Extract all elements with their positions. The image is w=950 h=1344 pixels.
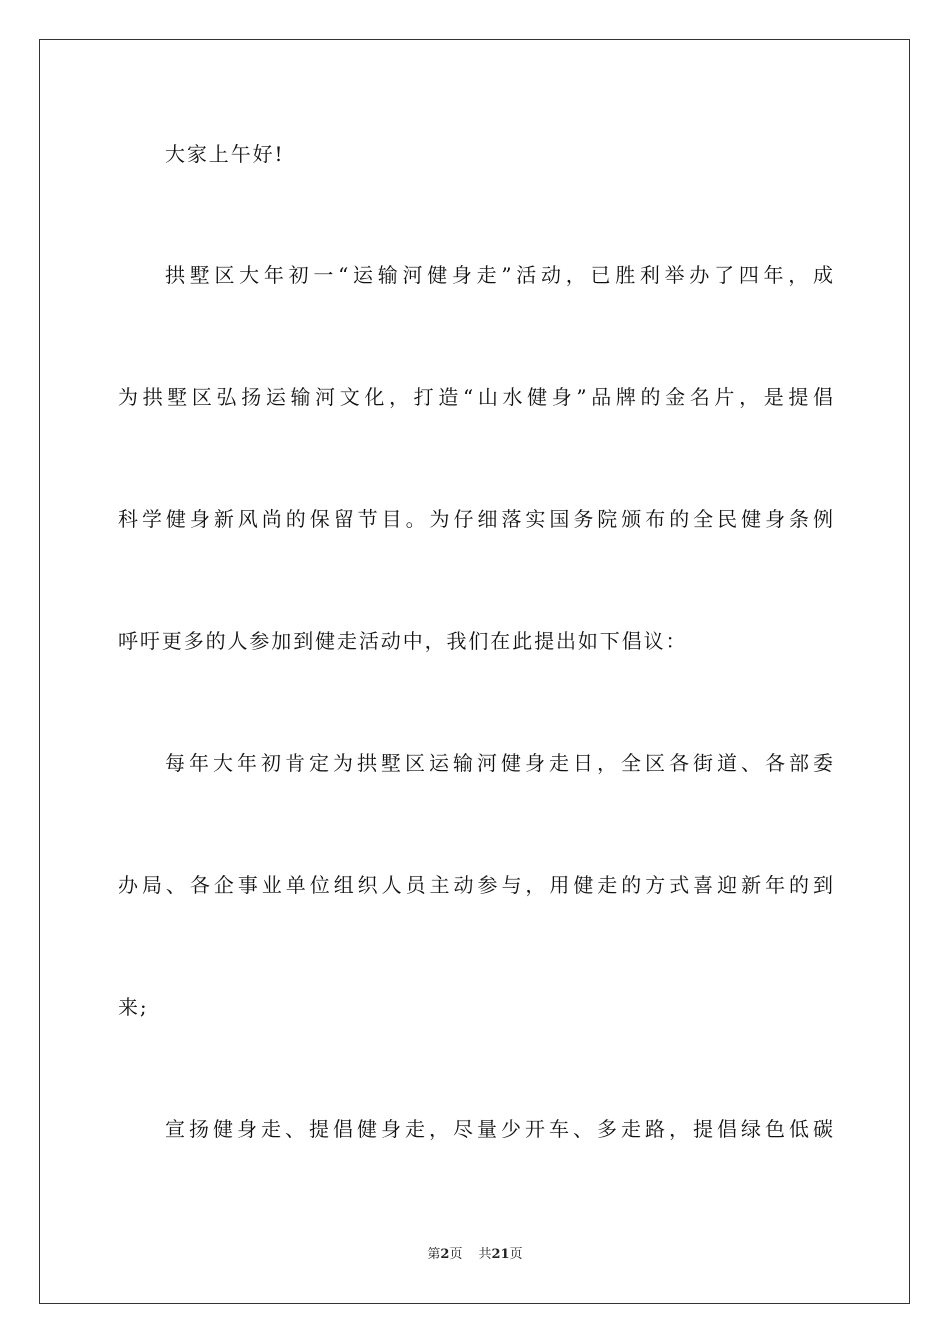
paragraph-1-line-4: 呼吁更多的人参加到健走活动中，我们在此提出如下倡议：	[118, 629, 688, 653]
paragraph-2-line-3: 来;	[118, 995, 149, 1019]
footer-page-number: 2	[440, 1247, 450, 1262]
footer-page-suffix: 页	[449, 1247, 463, 1262]
page-footer	[0, 1246, 950, 1264]
paragraph-2-line-2: 办局、各企事业单位组织人员主动参与，用健走的方式喜迎新年的到	[118, 873, 833, 897]
footer-total-pages: 21	[491, 1247, 510, 1262]
paragraph-1-line-1: 拱墅区大年初一“运输河健身走”活动，已胜利举办了四年，成	[165, 263, 833, 287]
paragraph-1-line-2: 为拱墅区弘扬运输河文化，打造“山水健身”品牌的金名片，是提倡	[118, 385, 833, 409]
greeting-line: 大家上午好!	[165, 142, 285, 166]
footer-page-prefix: 第	[427, 1247, 441, 1262]
footer-total-prefix: 共	[478, 1247, 492, 1262]
paragraph-1-line-3: 科学健身新风尚的保留节目。为仔细落实国务院颁布的全民健身条例	[118, 507, 833, 531]
footer-total-suffix: 页	[509, 1247, 523, 1262]
paragraph-2-line-1: 每年大年初肯定为拱墅区运输河健身走日，全区各街道、各部委	[165, 751, 833, 775]
paragraph-3-line-1: 宣扬健身走、提倡健身走，尽量少开车、多走路，提倡绿色低碳	[165, 1117, 833, 1141]
